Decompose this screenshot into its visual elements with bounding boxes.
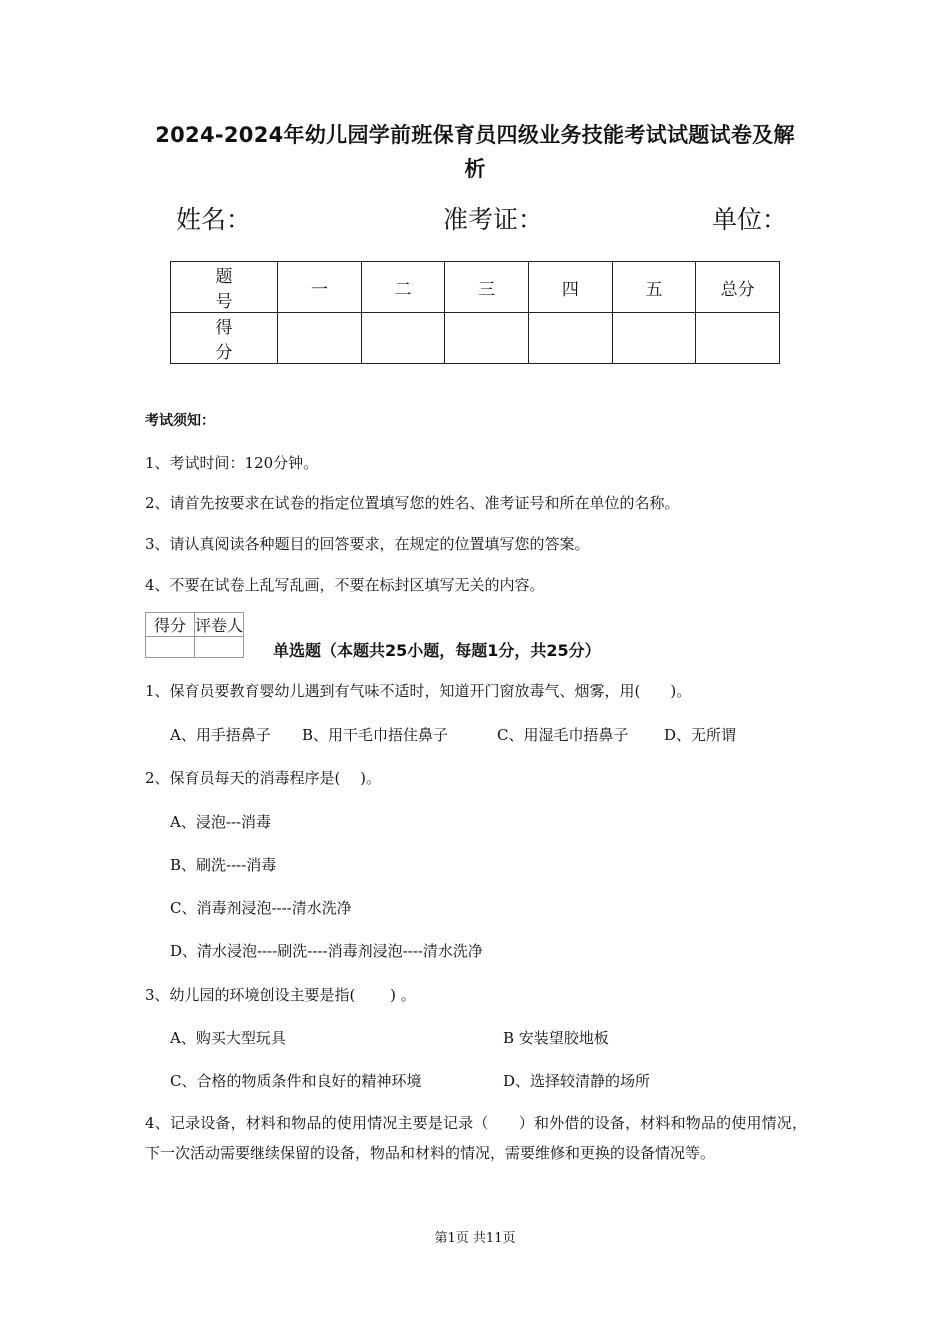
score-table-header-cell: 四 [528,262,612,313]
score-table-header-cell: 五 [612,262,696,313]
score-table-header-cell: 三 [445,262,529,313]
question-option: B、用干毛巾捂住鼻子 [302,726,449,744]
notes-item: 2、请首先按要求在试卷的指定位置填写您的姓名、准考证号和所在单位的名称。 [145,494,680,512]
grader-score-cell [146,637,195,658]
score-table-header-cell: 题 号 [171,262,278,313]
notes-item: 4、不要在试卷上乱写乱画，不要在标封区填写无关的内容。 [145,576,545,594]
question-stem: 3、幼儿园的环境创设主要是指( ) 。 [145,986,416,1004]
score-cell [278,313,362,364]
question-option: C、合格的物质条件和良好的精神环境 [170,1072,422,1090]
page-footer: 第1页 共11页 [434,1231,516,1246]
question-option: D、清水浸泡----刷洗----消毒剂浸泡----清水洗净 [170,942,483,960]
question-option: D、选择较清静的场所 [503,1072,651,1090]
score-table [170,261,780,364]
notes-item: 3、请认真阅读各种题目的回答要求，在规定的位置填写您的答案。 [145,535,590,553]
document-title: 2024-2024年幼儿园学前班保育员四级业务技能考试试题试卷及解析 [155,123,795,181]
score-cell [445,313,529,364]
question-option: C、用湿毛巾捂鼻子 [497,726,629,744]
grader-score-label: 得分 [146,613,195,637]
question-stem: 1、保育员要教育婴幼儿遇到有气味不适时，知道开门窗放毒气、烟雾，用( )。 [145,682,692,700]
score-table-header-cell: 一 [278,262,362,313]
grader-box [145,612,244,658]
name-field-label: 姓名： [176,205,252,234]
section-heading: 单选题（本题共25小题，每题1分，共25分） [273,641,601,660]
score-table-header-row [171,262,780,313]
score-table-header-cell: 总分 [696,262,780,313]
question-option: B、刷洗----消毒 [170,856,277,874]
unit-field-label: 单位： [712,205,788,234]
score-cell [528,313,612,364]
question-option: A、用手捂鼻子 [170,726,271,744]
question-option: A、浸泡---消毒 [170,813,272,831]
score-row-label: 得 分 [171,313,278,364]
score-cell [612,313,696,364]
question-option: D、无所谓 [664,726,737,744]
question-option: A、购买大型玩具 [170,1029,286,1047]
candidate-fields [0,200,950,240]
score-cell [696,313,780,364]
score-table-score-row [171,313,780,364]
exam-id-field-label: 准考证： [443,205,544,234]
notes-item: 1、考试时间：120分钟。 [145,454,319,472]
score-cell [361,313,445,364]
question-stem: 2、保育员每天的消毒程序是( )。 [145,769,382,787]
score-table-header-cell: 二 [361,262,445,313]
question-option: B 安装望胶地板 [503,1029,609,1047]
grader-name-cell [195,637,244,658]
notes-heading: 考试须知： [145,413,215,429]
question-option: C、消毒剂浸泡----清水洗净 [170,899,352,917]
question-stem: 4、记录设备，材料和物品的使用情况主要是记录（ ）和外借的设备，材料和物品的使用情况，下一次活动需要继续保留的设备，物品和材料的情况，需要维修和更换的设备情况等。 [145,1114,807,1162]
grader-name-label: 评卷人 [195,613,244,637]
